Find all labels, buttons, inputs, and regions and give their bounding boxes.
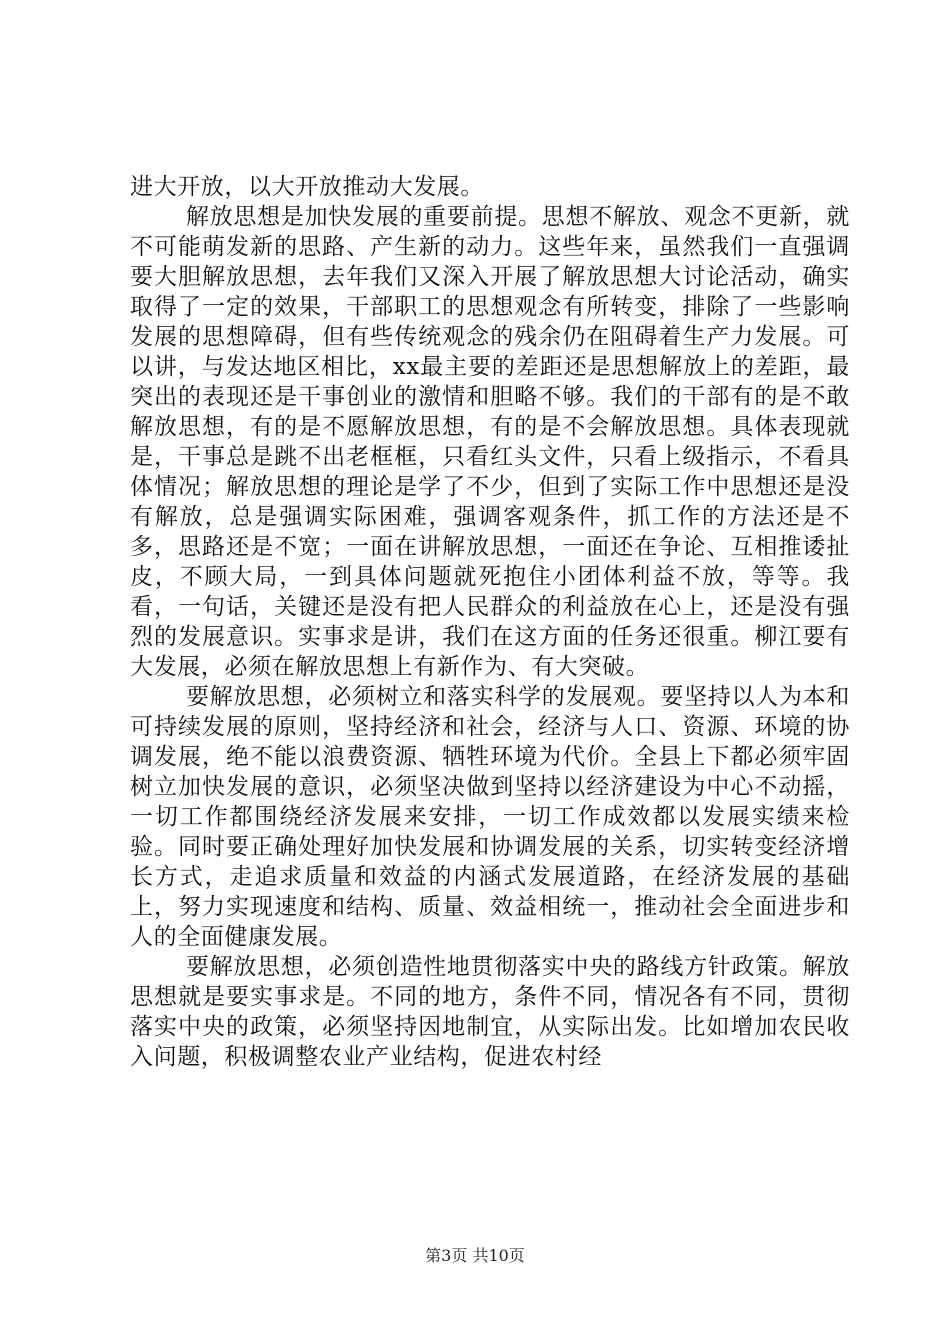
paragraph: 进大开放，以大开放推动大发展。: [130, 174, 484, 200]
paragraph: 要解放思想，必须树立和落实科学的发展观。要坚持以人为本和可持续发展的原则，坚持经济和社会，经济与人口、资源、环境的协调发展，绝不能以浪费资源、牺牲环境为代价。全县上下都必须牢固树立加快发展的意识，必须坚决做到坚持以经济建设为中心不动摇，一切工作都围绕经济发展来安排，一切工作成效都以发展实绩来检验。同时要正确处理好加快发展和协调发展的关系，切实转变经济增长方式，走追求质量和效益的内涵式发展道路，在经济发展的基础上，努力实现速度和结构、质量、效益相统一，推动社会全面进步和人的全面健康发展。: [130, 684, 850, 950]
document-body: [130, 172, 850, 1072]
paragraph: 解放思想是加快发展的重要前提。思想不解放、观念不更新，就不可能萌发新的思路、产生新的动力。这些年来，虽然我们一直强调要大胆解放思想，去年我们又深入开展了解放思想大讨论活动，确实取得了一定的效果，干部职工的思想观念有所转变，排除了一些影响发展的思想障碍，但有些传统观念的残余仍在阻碍着生产力发展。可以讲，与发达地区相比，xx最主要的差距还是思想解放上的差距，最突出的表现还是干事创业的激情和胆略不够。我们的干部有的是不敢解放思想，有的是不愿解放思想，有的是不会解放思想。具体表现就是，干事总是跳不出老框框，只看红头文件，只看上级指示，不看具体情况；解放思想的理论是学了不少，但到了实际工作中思想还是没有解放，总是强调实际困难，强调客观条件，抓工作的方法还是不多，思路还是不宽；一面在讲解放思想，一面还在争论、互相推诿扯皮，不顾大局，一到具体问题就死抱住小团体利益不放，等等。我看，一句话，关键还是没有把人民群众的利益放在心上，还是没有强烈的发展意识。实事求是讲，我们在这方面的任务还很重。柳江要有大发展，必须在解放思想上有新作为、有大突破。: [130, 204, 850, 680]
page-number-footer: 第3页 共10页: [425, 1246, 525, 1265]
paragraph: 要解放思想，必须创造性地贯彻落实中央的路线方针政策。解放思想就是要实事求是。不同的地方，条件不同，情况各有不同，贯彻落实中央的政策，必须坚持因地制宜，从实际出发。比如增加农民收入问题，积极调整农业产业结构，促进农村经: [130, 954, 850, 1070]
